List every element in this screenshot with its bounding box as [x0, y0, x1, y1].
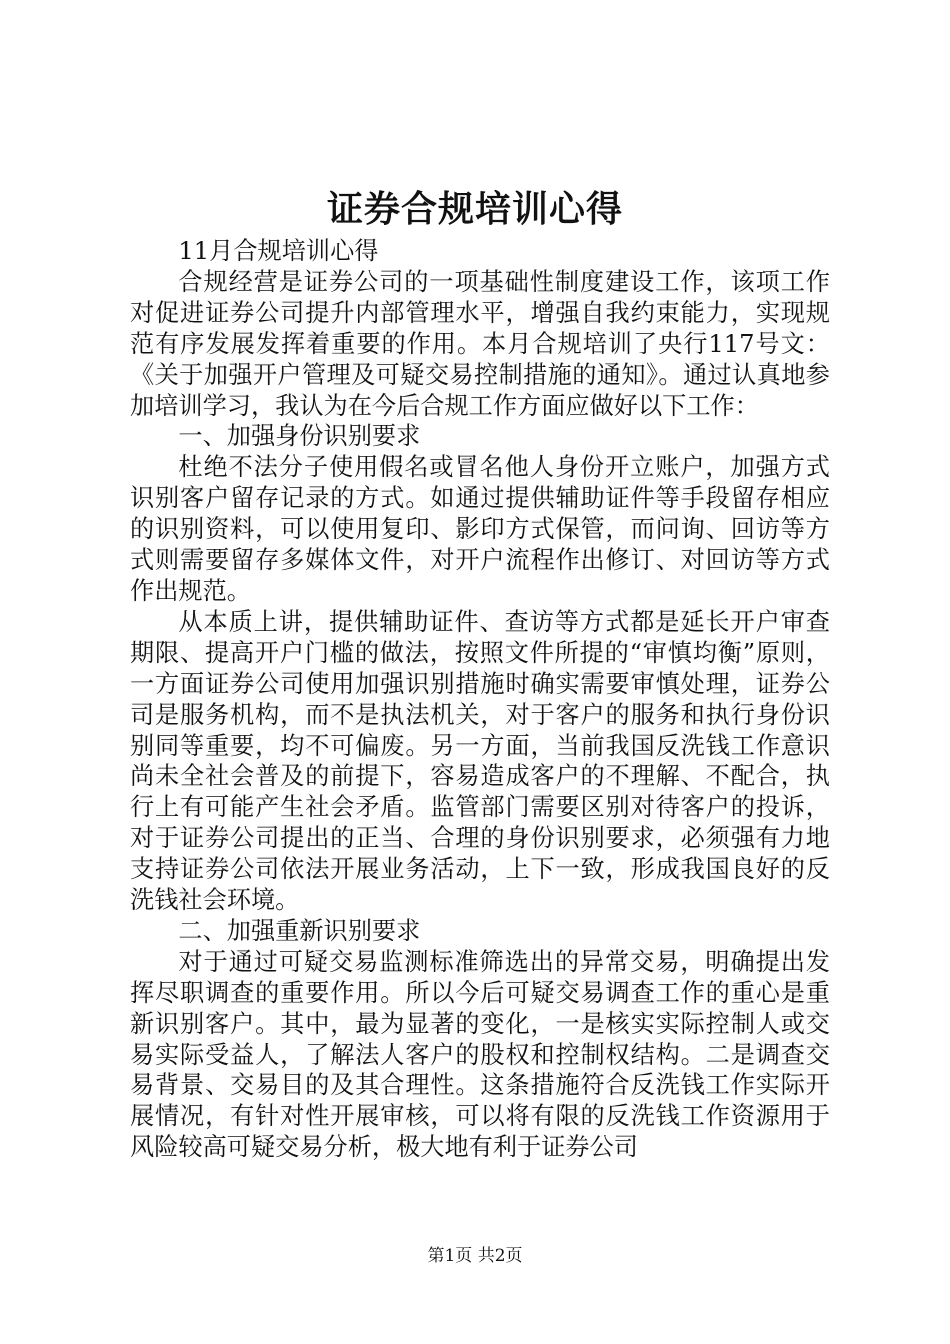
document-body: [130, 236, 830, 1163]
intro-paragraph: 合规经营是证券公司的一项基础性制度建设工作，该项工作对促进证券公司提升内部管理水平，增强自我约束能力，实现规范有序发展发挥着重要的作用。本月合规培训了央行117号文：《关于加强开户管理及可疑交易控制措施的通知》。通过认真地参加培训学习，我认为在今后合规工作方面应做好以下工作：: [130, 267, 830, 420]
section-heading-1: 一、加强身份识别要求: [178, 422, 421, 451]
subtitle-paragraph: 11月合规培训心得: [178, 237, 379, 265]
page-footer: 第1页 共2页: [427, 1246, 523, 1266]
section-heading-2: 二、加强重新识别要求: [178, 916, 421, 945]
body-paragraph: 对于通过可疑交易监测标准筛选出的异常交易，明确提出发挥尽职调查的重要作用。所以今后可疑交易调查工作的重心是重新识别客户。其中，最为显著的变化，一是核实实际控制人或交易实际受益人，了解法人客户的股权和控制权结构。二是调查交易背景、交易目的及其合理性。这条措施符合反洗钱工作实际开展情况，有针对性开展审核，可以将有限的反洗钱工作资源用于风险较高可疑交易分析，极大地有利于证券公司: [130, 947, 830, 1162]
body-paragraph: 从本质上讲，提供辅助证件、查访等方式都是延长开户审查期限、提高开户门槛的做法，按照文件所提的“审慎均衡”原则，一方面证券公司使用加强识别措施时确实需要审慎处理，证券公司是服务机构，而不是执法机关，对于客户的服务和执行身份识别同等重要，均不可偏废。另一方面，当前我国反洗钱工作意识尚未全社会普及的前提下，容易造成客户的不理解、不配合，执行上有可能产生社会矛盾。监管部门需要区别对待客户的投诉，对于证券公司提出的正当、合理的身份识别要求，必须强有力地支持证券公司依法开展业务活动，上下一致，形成我国良好的反洗钱社会环境。: [130, 607, 830, 915]
document-title: 证券合规培训心得: [326, 188, 623, 230]
body-paragraph: 杜绝不法分子使用假名或冒名他人身份开立账户，加强方式识别客户留存记录的方式。如通过提供辅助证件等手段留存相应的识别资料，可以使用复印、影印方式保管，而问询、回访等方式则需要留存多媒体文件，对开户流程作出修订、对回访等方式作出规范。: [130, 453, 830, 605]
